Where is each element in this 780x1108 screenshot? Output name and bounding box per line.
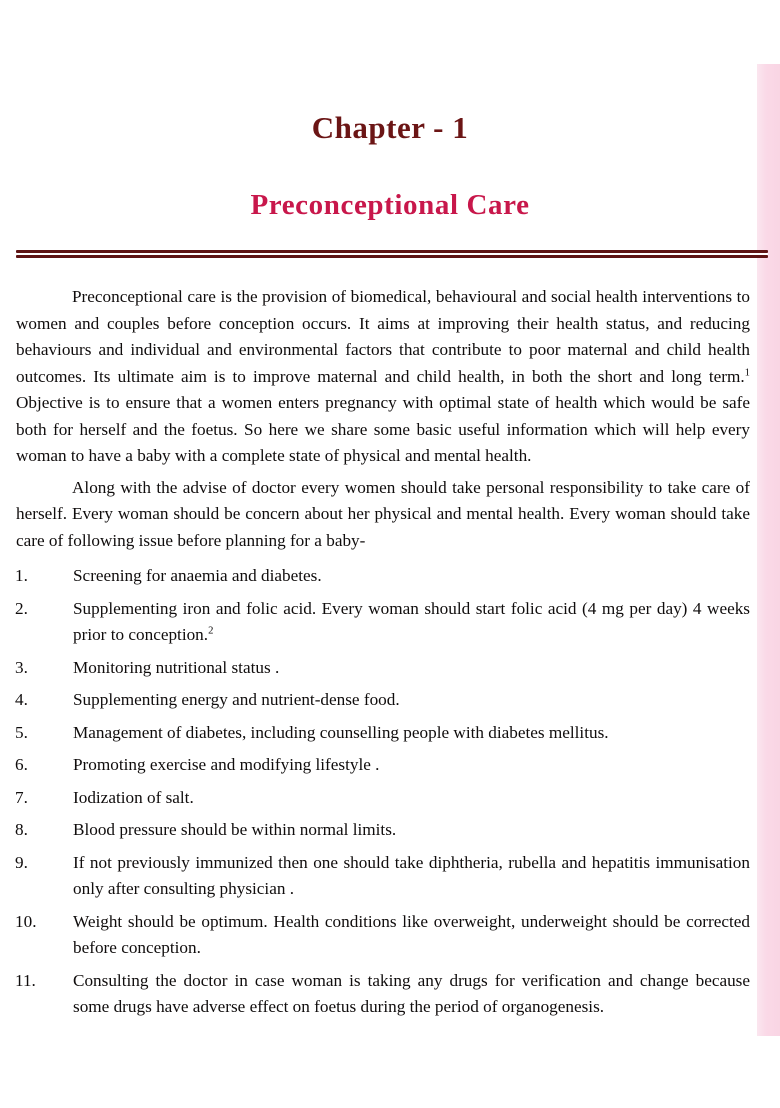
- heading-divider: [16, 250, 768, 258]
- list-item-text: [73, 596, 750, 649]
- list-item-number: 4.: [15, 690, 28, 709]
- list-item-number: 2.: [15, 598, 28, 618]
- list-item-text-a: Management of diabetes, including counselling people with diabetes mellitus.: [73, 722, 609, 742]
- list-item-text: [73, 563, 750, 590]
- list-item: [14, 687, 750, 714]
- list-item-text: [73, 850, 750, 903]
- paragraph-intro-text-b: Objective is to ensure that a women enters pregnancy with optimal state of health which would be safe both for herself and the foetus. So here we share some basic useful information which will help every woman to have a baby with a complete state of physical and mental health.: [16, 393, 750, 465]
- list-item-number: 8.: [15, 820, 28, 839]
- list-item: [14, 968, 750, 1021]
- list-item-text-a: Promoting exercise and modifying lifestyle .: [73, 755, 380, 774]
- list-item-number: 10.: [15, 911, 37, 931]
- list-item-number: 5.: [15, 722, 28, 742]
- list-item: [14, 817, 750, 844]
- list-item-text-a: Iodization of salt.: [73, 787, 194, 807]
- list-item-text-a: Supplementing energy and nutrient-dense food.: [73, 690, 400, 709]
- list-item-text-a: Screening for anaemia and diabetes.: [73, 566, 322, 585]
- paragraph-responsibility: [16, 475, 750, 555]
- list-item-text: [73, 817, 750, 844]
- list-item-text: [73, 785, 750, 812]
- list-item-number: 6.: [15, 755, 28, 774]
- paragraph-responsibility-text: Along with the advise of doctor every women should take personal responsibility to take care of herself. Every woman should be concern about her physical and mental health. Every woman should take care of following issue before planning for a baby-: [16, 477, 750, 550]
- paragraph-intro: [16, 284, 750, 470]
- list-item-text: [73, 655, 750, 682]
- list-item: [14, 655, 750, 682]
- list-item-number: 7.: [15, 787, 28, 807]
- chapter-subtitle: Preconceptional Care: [250, 189, 530, 221]
- list-item-text: [73, 968, 750, 1021]
- list-item-footnote-ref: 2: [208, 625, 214, 637]
- list-item-text: [73, 720, 750, 747]
- list-item-number: 1.: [15, 566, 28, 585]
- list-item-text-a: Monitoring nutritional status .: [73, 657, 280, 677]
- list-item-text: [73, 687, 750, 714]
- body-paragraphs: [16, 258, 750, 554]
- list-item-text: [73, 752, 750, 779]
- paragraph-intro-text-a: Preconceptional care is the provision of biomedical, behavioural and social health interventions to women and couples before conception occurs. It aims at improving their health status, and reducing behaviours and individual and environmental factors that contribute to poor maternal and child health outcomes. Its ultimate aim is to improve maternal and child health, in both the short and long term.: [16, 287, 750, 386]
- preconception-checklist: [14, 563, 750, 1021]
- list-item: [14, 596, 750, 649]
- list-item-text-a: Consulting the doctor in case woman is taking any drugs for verification and change because some drugs have adverse effect on foetus during the period of organogenesis.: [73, 970, 750, 1016]
- list-item: [14, 752, 750, 779]
- list-item: [14, 720, 750, 747]
- list-item: [14, 909, 750, 962]
- list-item-text-a: Weight should be optimum. Health conditions like overweight, underweight should be corrected before conception.: [73, 911, 750, 957]
- chapter-heading: Chapter - 1: [311, 110, 469, 145]
- list-item-number: 9.: [15, 852, 28, 872]
- list-item-text-a: If not previously immunized then one should take diphtheria, rubella and hepatitis immunisation only after consulting physician .: [73, 852, 750, 898]
- list-item-number: 11.: [15, 970, 36, 990]
- footnote-ref-1: 1: [744, 366, 750, 378]
- list-item-text-a: Supplementing iron and folic acid. Every woman should start folic acid (4 mg per day) 4 weeks prior to conception.: [73, 598, 750, 644]
- list-item-text-a: Blood pressure should be within normal limits.: [73, 820, 397, 839]
- list-item-number: 3.: [15, 657, 28, 677]
- list-item: [14, 850, 750, 903]
- list-item: [14, 563, 750, 590]
- list-item-text: [73, 909, 750, 962]
- list-item: [14, 785, 750, 812]
